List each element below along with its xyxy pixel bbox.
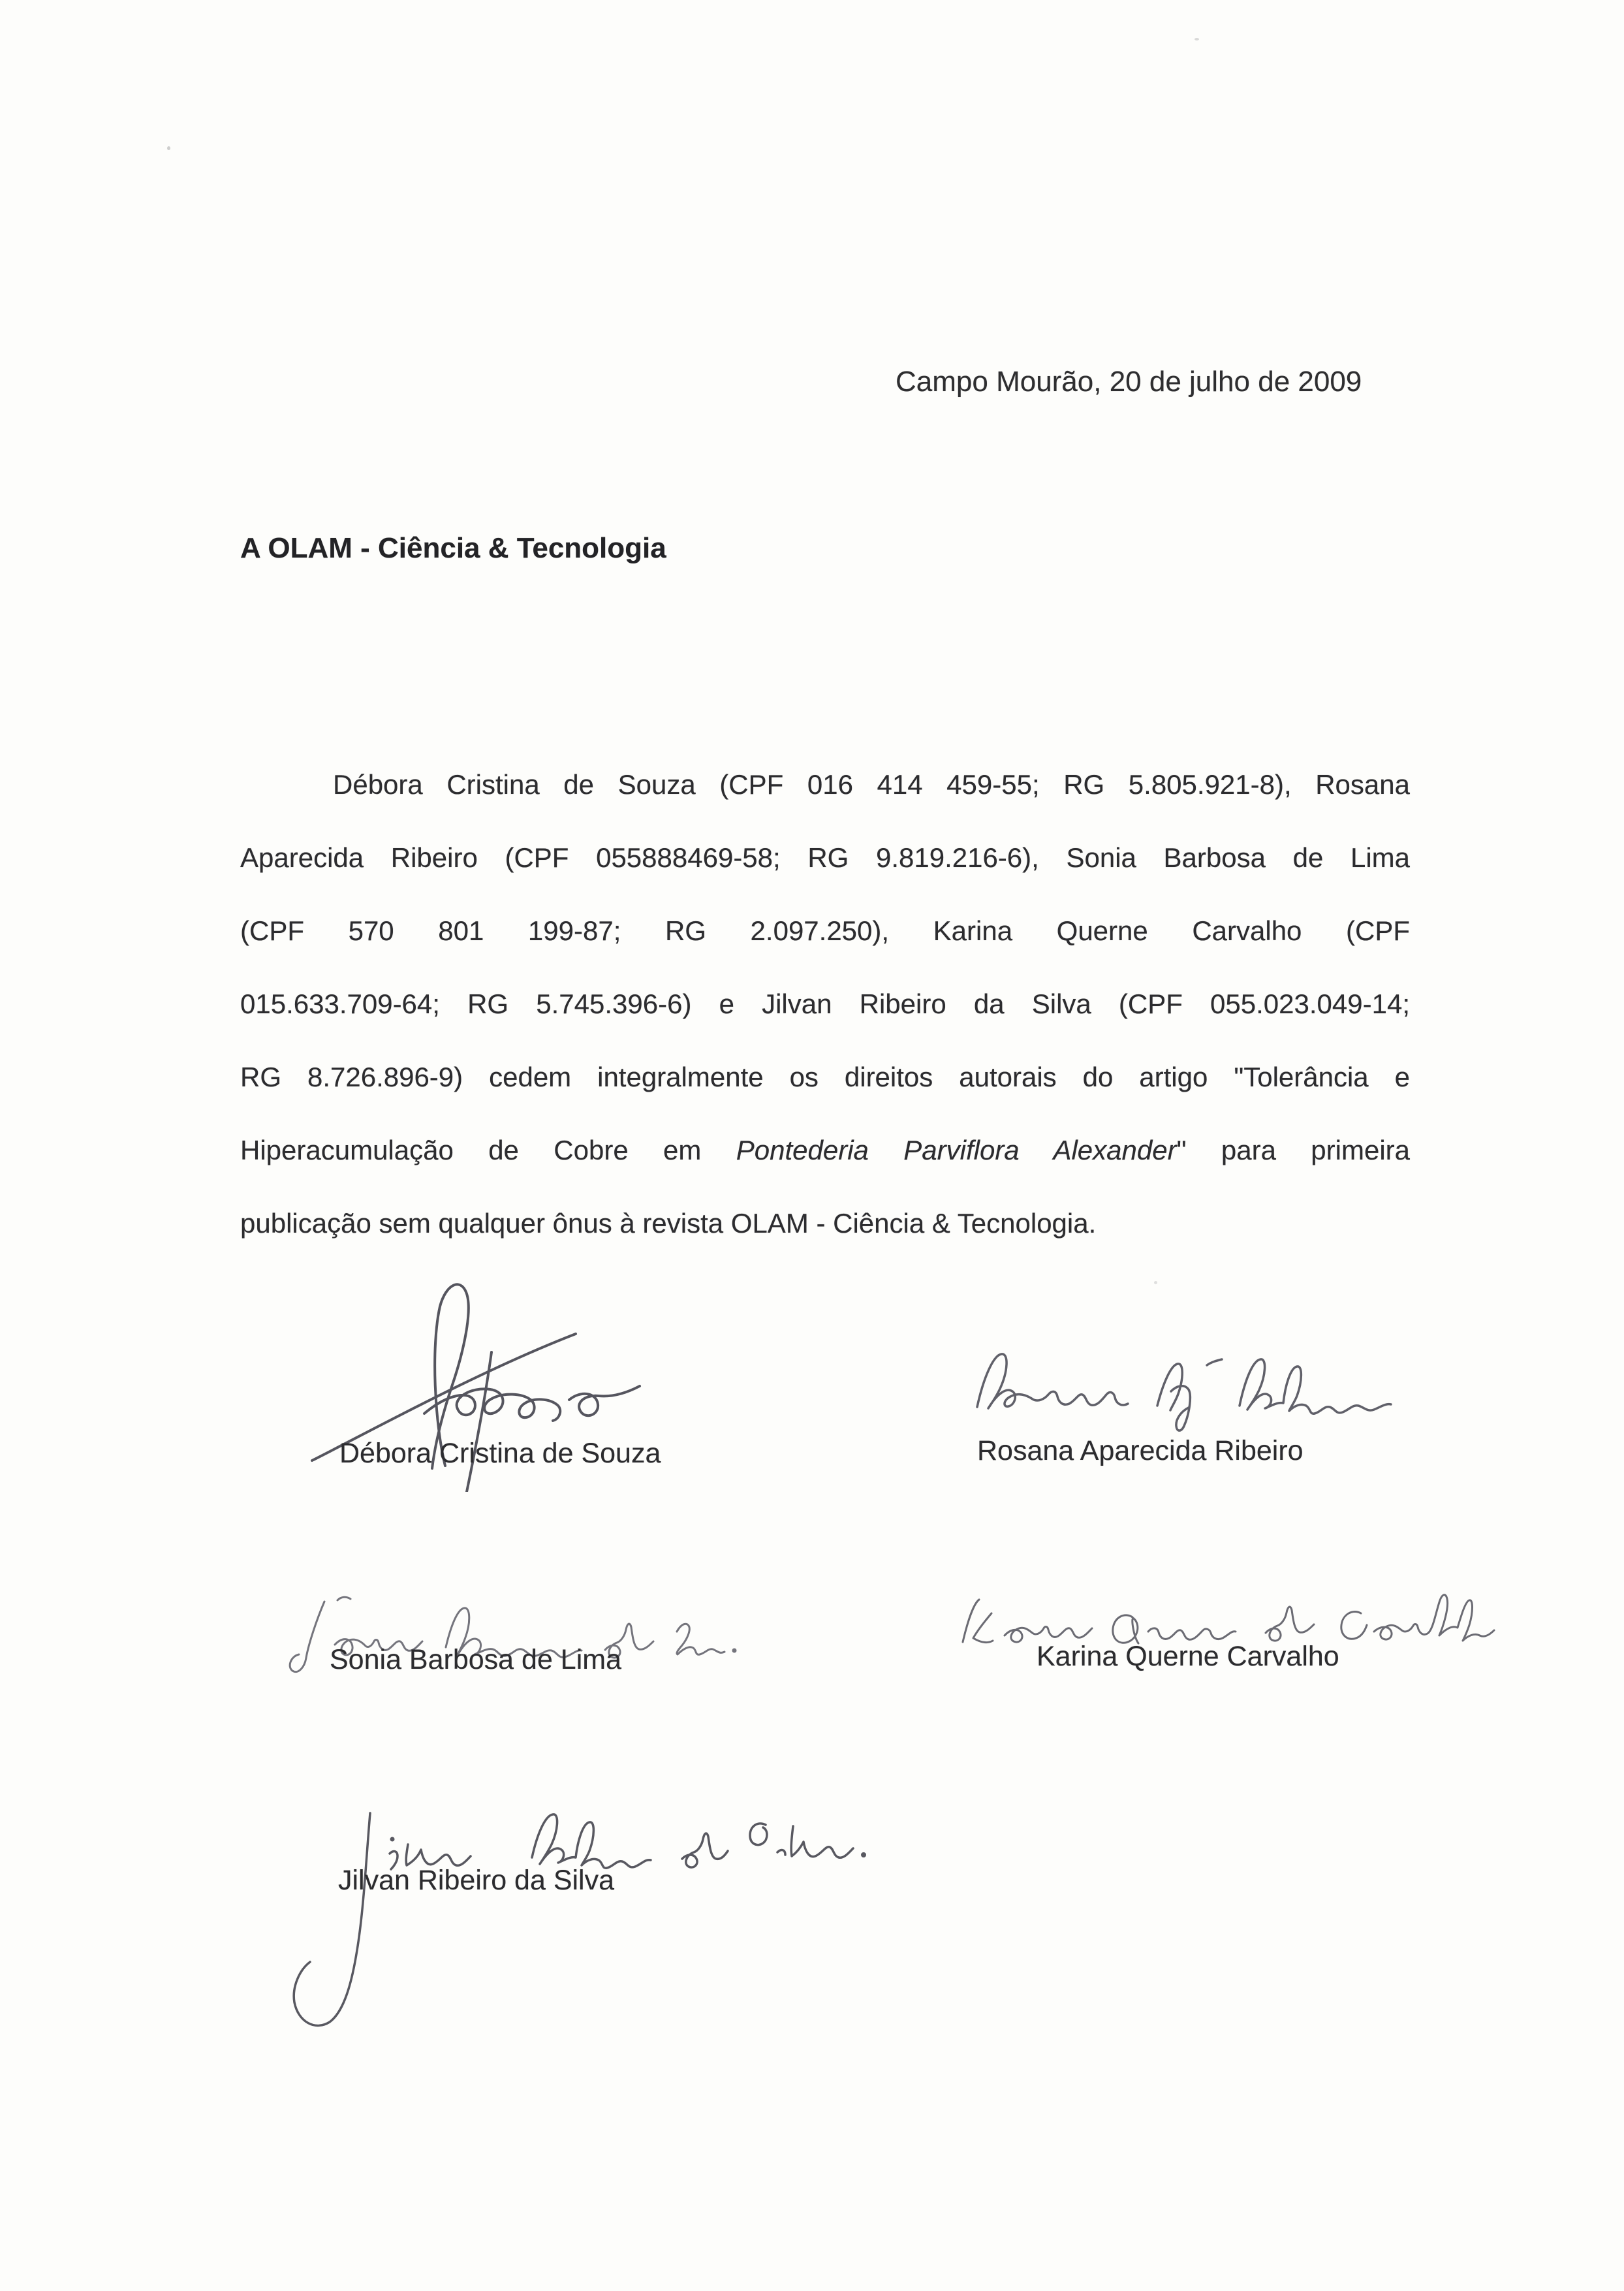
signatory-name-sonia: Sonia Barbosa de Lima (330, 1644, 622, 1675)
body-text-segment: " para primeira (1176, 1135, 1410, 1165)
body-text-segment: Aparecida Ribeiro (CPF 055888469-58; RG 9.819.216-6), Sonia Barbosa de Lima (240, 842, 1410, 873)
letter-body (240, 748, 1410, 1260)
body-text-segment: publicação sem qualquer ônus à revista OLAM - Ciência & Tecnologia. (240, 1208, 1097, 1239)
scan-speckle (1195, 38, 1199, 40)
body-line (240, 748, 1410, 821)
rosana-signature-image (963, 1322, 1459, 1446)
signatory-name-debora: Débora Cristina de Souza (339, 1438, 661, 1469)
body-line (240, 821, 1410, 894)
body-text-segment: RG 8.726.896-9) cedem integralmente os direitos autorais do artigo "Tolerância e (240, 1062, 1410, 1092)
body-line (240, 894, 1410, 968)
body-line (240, 1041, 1410, 1114)
body-line (240, 1187, 1410, 1260)
scan-speckle (1154, 1281, 1157, 1284)
body-text-segment: Débora Cristina de Souza (CPF 016 414 459-55; RG 5.805.921-8), Rosana (333, 769, 1410, 800)
recipient-line: A OLAM - Ciência & Tecnologia (240, 532, 666, 564)
body-line (240, 1114, 1410, 1187)
signatory-name-rosana: Rosana Aparecida Ribeiro (977, 1435, 1304, 1466)
scan-speckle (167, 146, 170, 150)
body-line (240, 968, 1410, 1041)
body-text-segment: 015.633.709-64; RG 5.745.396-6) e Jilvan Ribeiro da Silva (CPF 055.023.049-14; (240, 988, 1410, 1019)
body-text-segment: (CPF 570 801 199-87; RG 2.097.250), Karina Querne Carvalho (CPF (240, 915, 1410, 946)
body-text-segment: Hiperacumulação de Cobre em (240, 1135, 736, 1165)
date-line: Campo Mourão, 20 de julho de 2009 (896, 366, 1362, 398)
jilvan-signature-image (251, 1786, 878, 2034)
body-text-segment: Pontederia Parviflora Alexander (736, 1135, 1177, 1165)
signatory-name-jilvan: Jilvan Ribeiro da Silva (338, 1865, 615, 1896)
signatory-name-karina: Karina Querne Carvalho (1037, 1641, 1339, 1672)
